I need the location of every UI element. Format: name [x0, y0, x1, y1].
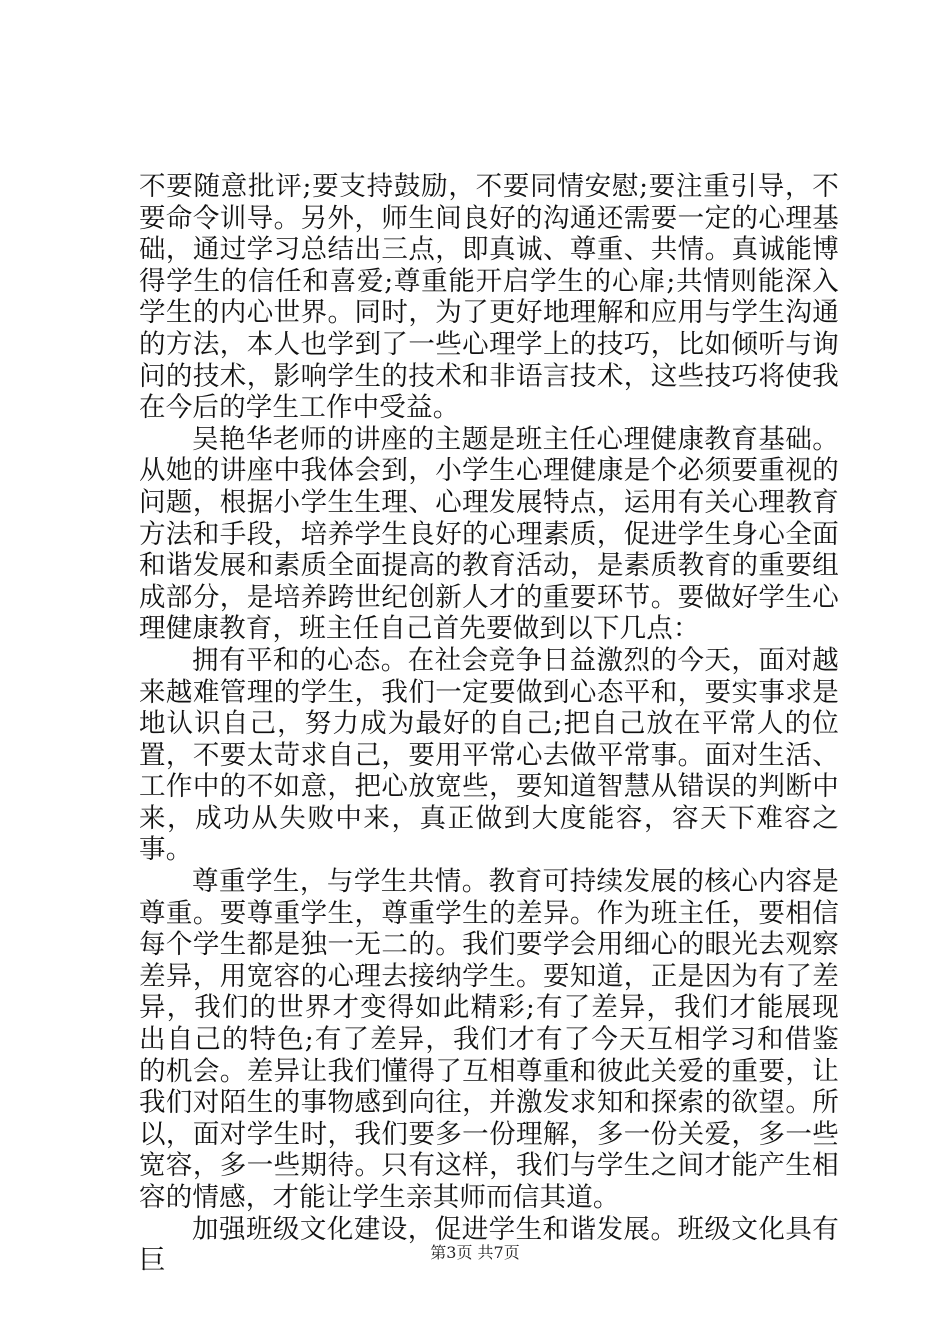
paragraph-calm-mindset: 拥有平和的心态。在社会竞争日益激烈的今天，面对越来越难管理的学生，我们一定要做到心态平和，要实事求是地认识自己，努力成为最好的自己;把自己放在平常人的位置，不要太苛求自己，要用平常心去做平常事。面对生活、工作中的不如意，把心放宽些，要知道智慧从错误的判断中来，成功从失败中来，真正做到大度能容，容天下难容之事。 [139, 644, 839, 866]
paragraph-continued: 不要随意批评;要支持鼓励，不要同情安慰;要注重引导，不要命令训导。另外，师生间良好的沟通还需要一定的心理基础，通过学习总结出三点，即真诚、尊重、共情。真诚能博得学生的信任和喜爱;尊重能开启学生的心扉;共情则能深入学生的内心世界。同时，为了更好地理解和应用与学生沟通的方法，本人也学到了一些心理学上的技巧，比如倾听与询问的技术，影响学生的技术和非语言技术，这些技巧将使我在今后的学生工作中受益。 [139, 171, 839, 424]
page-number-footer: 第3页 共7页 [430, 1243, 520, 1262]
paragraph-respect-students: 尊重学生，与学生共情。教育可持续发展的核心内容是尊重。要尊重学生，尊重学生的差异。作为班主任，要相信每个学生都是独一无二的。我们要学会用细心的眼光去观察差异，用宽容的心理去接纳学生。要知道，正是因为有了差异，我们的世界才变得如此精彩;有了差异，我们才能展现出自己的特色;有了差异，我们才有了今天互相学习和借鉴的机会。差异让我们懂得了互相尊重和彼此关爱的重要，让我们对陌生的事物感到向往，并激发求知和探索的欲望。所以，面对学生时，我们要多一份理解，多一份关爱，多一些宽容，多一些期待。只有这样，我们与学生之间才能产生相容的情感，才能让学生亲其师而信其道。 [139, 866, 839, 1213]
paragraph-class-culture: 加强班级文化建设，促进学生和谐发展。班级文化具有巨 [139, 1213, 839, 1277]
paragraph-lecture-theme: 吴艳华老师的讲座的主题是班主任心理健康教育基础。从她的讲座中我体会到，小学生心理健康是个必须要重视的问题，根据小学生生理、心理发展特点，运用有关心理教育方法和手段，培养学生良好的心理素质，促进学生身心全面和谐发展和素质全面提高的教育活动，是素质教育的重要组成部分，是培养跨世纪创新人才的重要环节。要做好学生心理健康教育，班主任自己首先要做到以下几点： [139, 423, 839, 645]
document-body [139, 171, 839, 1277]
